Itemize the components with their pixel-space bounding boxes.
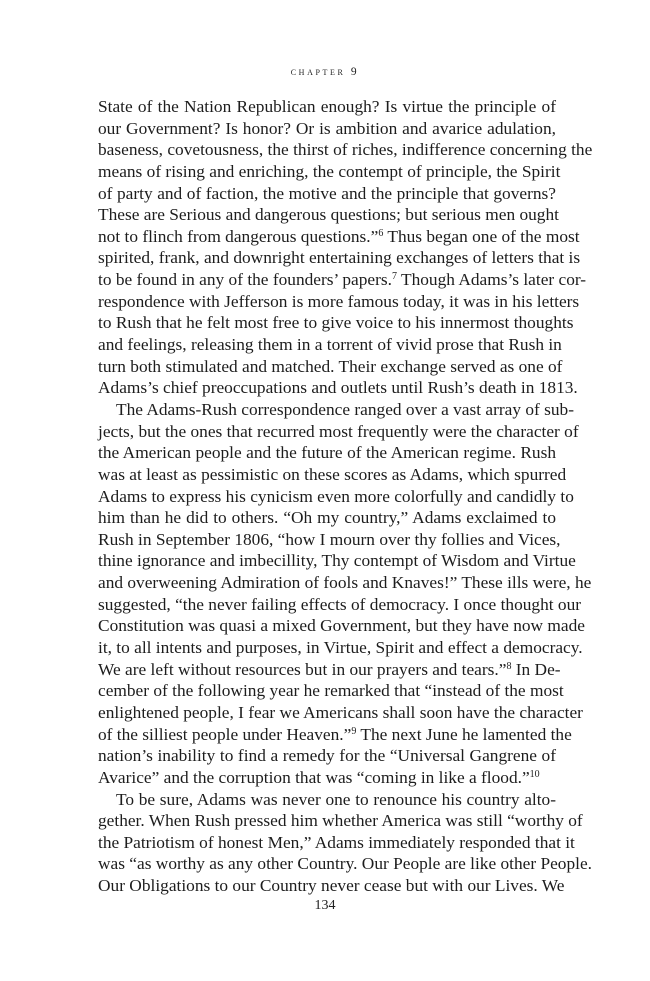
text-run: our Government? Is honor? Or is ambition and avarice adulation,	[98, 118, 556, 138]
text-line	[98, 204, 559, 226]
text-line	[98, 810, 583, 832]
text-line	[98, 724, 572, 746]
text-line	[98, 832, 575, 854]
body-text	[98, 96, 593, 897]
text-line	[98, 118, 556, 140]
text-run: enlightened people, I fear we Americans shall soon have the character	[98, 702, 583, 722]
paragraph	[98, 399, 592, 789]
text-run: respondence with Jefferson is more famous today, it was in his letters	[98, 291, 580, 311]
text-run: baseness, covetousness, the thirst of riches, indifference concerning the	[98, 140, 593, 160]
text-run: was “as worthy as any other Country. Our People are like other People.	[98, 854, 593, 874]
text-line	[98, 291, 580, 313]
running-head: chapter 9	[290, 66, 360, 78]
text-line	[98, 529, 561, 551]
text-line	[98, 312, 574, 334]
text-run: and overweening Admiration of fools and Knaves!” These ills were, he	[98, 573, 592, 593]
text-line	[98, 377, 578, 399]
text-line	[98, 247, 581, 269]
text-line	[98, 139, 593, 161]
text-line	[98, 356, 563, 378]
text-run: Adams’s chief preoccupations and outlets until Rush’s death in 1813.	[98, 378, 578, 398]
text-line	[98, 442, 556, 464]
text-run: nation’s inability to find a remedy for the “Universal Gangrene of	[98, 746, 556, 766]
text-run: not to flinch from dangerous questions.”	[98, 226, 379, 246]
text-line	[98, 745, 556, 767]
text-run: the Patriotism of honest Men,” Adams immediately responded that it	[98, 832, 575, 852]
text-line	[98, 680, 564, 702]
text-run: of party and of faction, the motive and the principle that governs?	[98, 183, 556, 203]
paragraph	[98, 789, 593, 897]
footnote-marker: 9	[351, 725, 357, 737]
text-line	[98, 507, 556, 529]
text-run: it, to all intents and purposes, in Virtue, Spirit and effect a democracy.	[98, 638, 583, 658]
footnote-marker: 8	[506, 660, 512, 672]
text-line	[98, 334, 562, 356]
text-run: State of the Nation Republican enough? Is virtue the principle of	[98, 97, 556, 116]
text-run: Constitution was quasi a mixed Government, but they have now made	[98, 616, 585, 636]
text-run: turn both stimulated and matched. Their exchange served as one of	[98, 356, 563, 376]
footnote-marker: 6	[378, 227, 384, 239]
footnote-marker: 10	[529, 768, 540, 780]
text-line	[98, 421, 579, 443]
text-run: him than he did to others. “Oh my country,” Adams exclaimed to	[98, 508, 556, 528]
text-run: Our Obligations to our Country never cease but with our Lives. We	[98, 876, 565, 896]
text-line	[98, 615, 585, 637]
text-run: to be found in any of the founders’ papers.	[98, 270, 392, 290]
text-line	[98, 464, 567, 486]
text-line	[98, 269, 587, 291]
text-run: gether. When Rush pressed him whether America was still “worthy of	[98, 811, 583, 831]
text-run: To be sure, Adams was never one to renounce his country alto-	[116, 789, 556, 809]
text-run: cember of the following year he remarked that “instead of the most	[98, 681, 564, 701]
text-run: was at least as pessimistic on these scores as Adams, which spurred	[98, 464, 567, 484]
text-line	[98, 875, 565, 897]
text-run: Thus began one of the most	[383, 226, 580, 246]
text-run: We are left without resources but in our prayers and tears.”	[98, 659, 507, 679]
text-run: The Adams-Rush correspondence ranged over a vast array of sub-	[116, 399, 574, 419]
text-line	[98, 161, 561, 183]
text-run: Rush in September 1806, “how I mourn over thy follies and Vices,	[98, 529, 561, 549]
text-line	[98, 399, 574, 421]
page-number: 134	[314, 898, 336, 913]
text-run: to Rush that he felt most free to give voice to his innermost thoughts	[98, 313, 574, 333]
text-run: and feelings, releasing them in a torrent of vivid prose that Rush in	[98, 335, 562, 355]
text-run: These are Serious and dangerous questions; but serious men ought	[98, 205, 559, 225]
footnote-marker: 7	[391, 271, 397, 283]
text-line	[98, 96, 556, 118]
text-run: The next June he lamented the	[356, 724, 572, 744]
text-run: thine ignorance and imbecillity, Thy contempt of Wisdom and Virtue	[98, 551, 576, 571]
text-run: means of rising and enriching, the contempt of principle, the Spirit	[98, 161, 561, 181]
text-line	[98, 637, 583, 659]
text-line	[98, 550, 576, 572]
text-run: the American people and the future of the American regime. Rush	[98, 443, 556, 463]
text-line	[98, 853, 593, 875]
text-line	[98, 572, 592, 594]
text-run: Adams to express his cynicism even more colorfully and candidly to	[98, 486, 574, 506]
text-line	[98, 183, 556, 205]
text-line	[98, 789, 556, 811]
text-run: In De-	[511, 659, 561, 679]
text-line	[98, 226, 580, 248]
text-line	[98, 702, 583, 724]
text-line	[98, 486, 574, 508]
paragraph	[98, 96, 593, 399]
text-line	[98, 767, 556, 789]
text-line	[98, 659, 561, 681]
text-run: Avarice” and the corruption that was “coming in like a flood.”	[98, 767, 530, 787]
text-run: Though Adams’s later cor-	[396, 270, 587, 290]
text-run: spirited, frank, and downright entertaining exchanges of letters that is	[98, 248, 581, 268]
text-line	[98, 594, 582, 616]
text-run: suggested, “the never failing effects of democracy. I once thought our	[98, 594, 582, 614]
text-run: jects, but the ones that recurred most frequently were the character of	[98, 421, 579, 441]
text-run: of the silliest people under Heaven.”	[98, 724, 352, 744]
